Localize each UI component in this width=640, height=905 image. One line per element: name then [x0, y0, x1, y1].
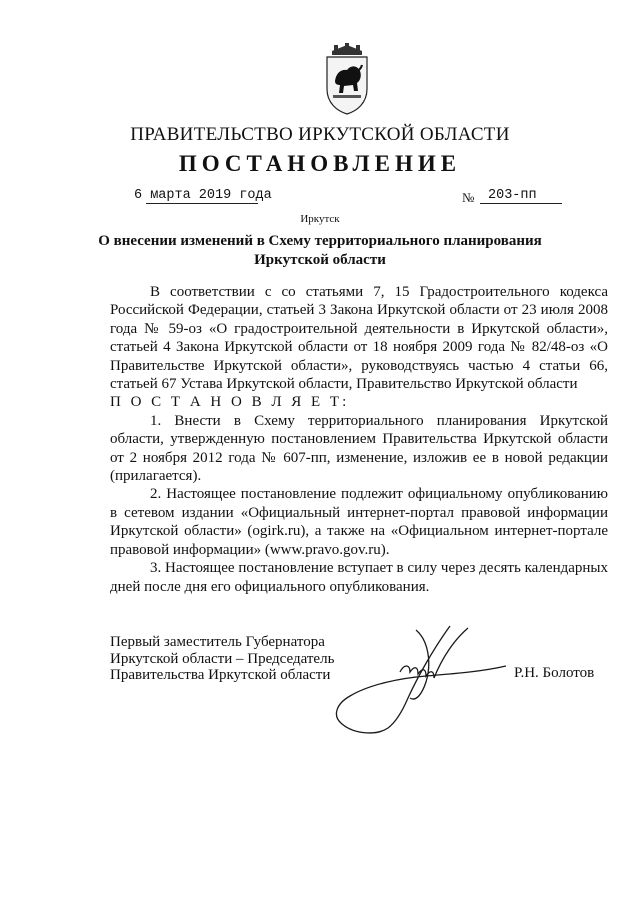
- item-paragraph: 2. Настоящее постановление подлежит официальному опубликованию в сетевом издании «Официальный интернет-портал правовой информации Иркутской области» (ogirk.ru), а также на «Официальном интернет-портале правовой информации» (www.pravo.gov.ru).: [110, 486, 608, 558]
- document-city: Иркутск: [300, 213, 340, 225]
- government-name: ПРАВИТЕЛЬСТВО ИРКУТСКОЙ ОБЛАСТИ: [130, 124, 510, 145]
- position-line: Правительства Иркутской области: [110, 667, 331, 683]
- number-underline: [480, 203, 562, 204]
- signatory-name: Р.Н. Болотов: [514, 665, 595, 681]
- item-paragraph: 1. Внести в Схему территориального планирования Иркутской области, утвержденную постановлением Правительства Иркутской области от 2 ноября 2012 года № 607-пп, изменение, изложив ее в новой редакции (прилагается).: [110, 412, 608, 485]
- title-line-2: Иркутской области: [254, 252, 386, 268]
- date-underline: [146, 203, 258, 204]
- position-line: Иркутской области – Председатель: [110, 650, 335, 667]
- document-title: [0, 232, 640, 270]
- position-line: Первый заместитель Губернатора: [110, 634, 325, 650]
- title-line-1: О внесении изменений в Схему территориального планирования: [98, 233, 542, 249]
- preamble-paragraph: В соответствии с со статьями 7, 15 Градостроительного кодекса Российской Федерации, статьей 3 Закона Иркутской области от 23 июля 2008 года № 59-оз «О градостроительной деятельности в Иркутской области», статьей 4 Закона Иркутской области от 18 ноября 2009 года № 82/48-оз «О Правительстве Иркутской области», руководствуясь частью 4 статьи 66, статьей 67 Устава Иркутской области, Правительство Иркутской области: [110, 284, 608, 393]
- number-sign: №: [462, 190, 475, 205]
- signatory-position: [110, 634, 334, 684]
- irkutsk-coat-of-arms-icon: [324, 43, 370, 115]
- document-type: ПОСТАНОВЛЕНИЕ: [178, 151, 462, 176]
- document-date: 6 марта 2019 года: [134, 188, 272, 203]
- resolves-heading: П О С Т А Н О В Л Я Е Т:: [110, 394, 350, 411]
- document-body: [110, 283, 608, 596]
- document-number: 203-пп: [488, 188, 537, 203]
- item-paragraph: 3. Настоящее постановление вступает в силу через десять календарных дней после дня его официального опубликования.: [110, 560, 608, 595]
- handwritten-signature: [330, 618, 510, 736]
